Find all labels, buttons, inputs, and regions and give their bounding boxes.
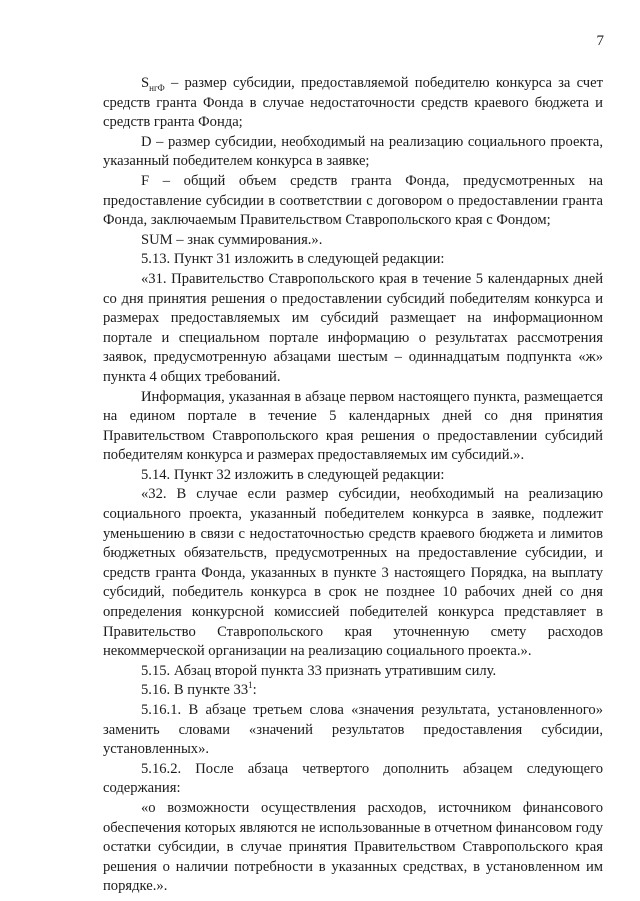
page-number: 7 xyxy=(596,33,604,49)
paragraph-5-13: 5.13. Пункт 31 изложить в следующей редакции: xyxy=(141,251,445,268)
p5-16-colon: : xyxy=(252,682,257,699)
document-body xyxy=(103,74,603,897)
definition-d: D – размер субсидии, необходимый на реализацию социального проекта, указанный победителем конкурса в заявке; xyxy=(103,133,603,170)
paragraph-5-14: 5.14. Пункт 32 изложить в следующей редакции: xyxy=(141,466,445,483)
p5-16-text: 5.16. В пункте 33 xyxy=(141,682,249,699)
paragraph-5-16 xyxy=(103,681,603,701)
definition-sum: SUM – знак суммирования.». xyxy=(141,231,323,248)
paragraph-32: «32. В случае если размер субсидии, необходимый на реализацию социального проекта, указанный победителем конкурса в заявке, подлежит уменьшению в связи с недостаточностью средств краевого бюджета и лимитов бюджетных обязательств, предусмотренных на предоставление субсидии, и средств гранта Фонда, указанных в пункте 3 настоящего Порядка, на выплату субсидий, победитель конкурса в срок не позднее 10 рабочих дней со дня определения конкурсной комиссией победителей конкурса представляет в Правительство Ставропольского края уточненную смету расходов некоммерческой организации на реализацию социального проекта.». xyxy=(103,486,603,660)
definition-sngf xyxy=(103,74,603,133)
paragraph-31: «31. Правительство Ставропольского края в течение 5 календарных дней со дня принятия решения о предоставлении субсидий победителям конкурса и размерах предоставляемых им субсидий размещает на информационном портале и специальном портале информацию о результатах рассмотрения заявок, предусмотренную абзацами шестым – одиннадцатым подпункта «ж» пункта 4 общих требований. xyxy=(103,270,603,385)
p5-16-superscript: 1 xyxy=(248,680,253,691)
paragraph-quote: «о возможности осуществления расходов, источником финансового обеспечения которых являются не использованные в отчетном финансовом году остатки субсидии, в случае принятия Правительством Ставропольского края решения о наличии потребности в указанных средствах, в установленном им порядке.». xyxy=(103,799,603,895)
paragraph-5-16-2: 5.16.2. После абзаца четвертого дополнить абзацем следующего содержания: xyxy=(103,760,603,797)
sngf-symbol: S xyxy=(141,75,150,91)
paragraph-31-info: Информация, указанная в абзаце первом настоящего пункта, размещается на едином портале в течение 5 календарных дней со дня принятия Правительством Ставропольского края решения о предоставлении субсидий победителям конкурса и размерах предоставляемых им субсидий.». xyxy=(103,388,603,464)
paragraph-5-15: 5.15. Абзац второй пункта 33 признать утратившим силу. xyxy=(141,662,497,679)
definition-f: F – общий объем средств гранта Фонда, предусмотренных на предоставление субсидии в соответствии с договором о предоставлении гранта Фонда, заключаемым Правительством Ставропольского края с Фондом; xyxy=(103,172,603,229)
sngf-subscript: нгФ xyxy=(149,82,165,93)
paragraph-5-16-1: 5.16.1. В абзаце третьем слова «значения результата, установленного» заменить словами «значений результатов предоставления субсидии, установленных». xyxy=(103,702,603,758)
sngf-text: – размер субсидии, предоставляемой победителю конкурса за счет средств гранта Фонда в случае недостаточности средств краевого бюджета и средств гранта Фонда; xyxy=(103,75,603,131)
